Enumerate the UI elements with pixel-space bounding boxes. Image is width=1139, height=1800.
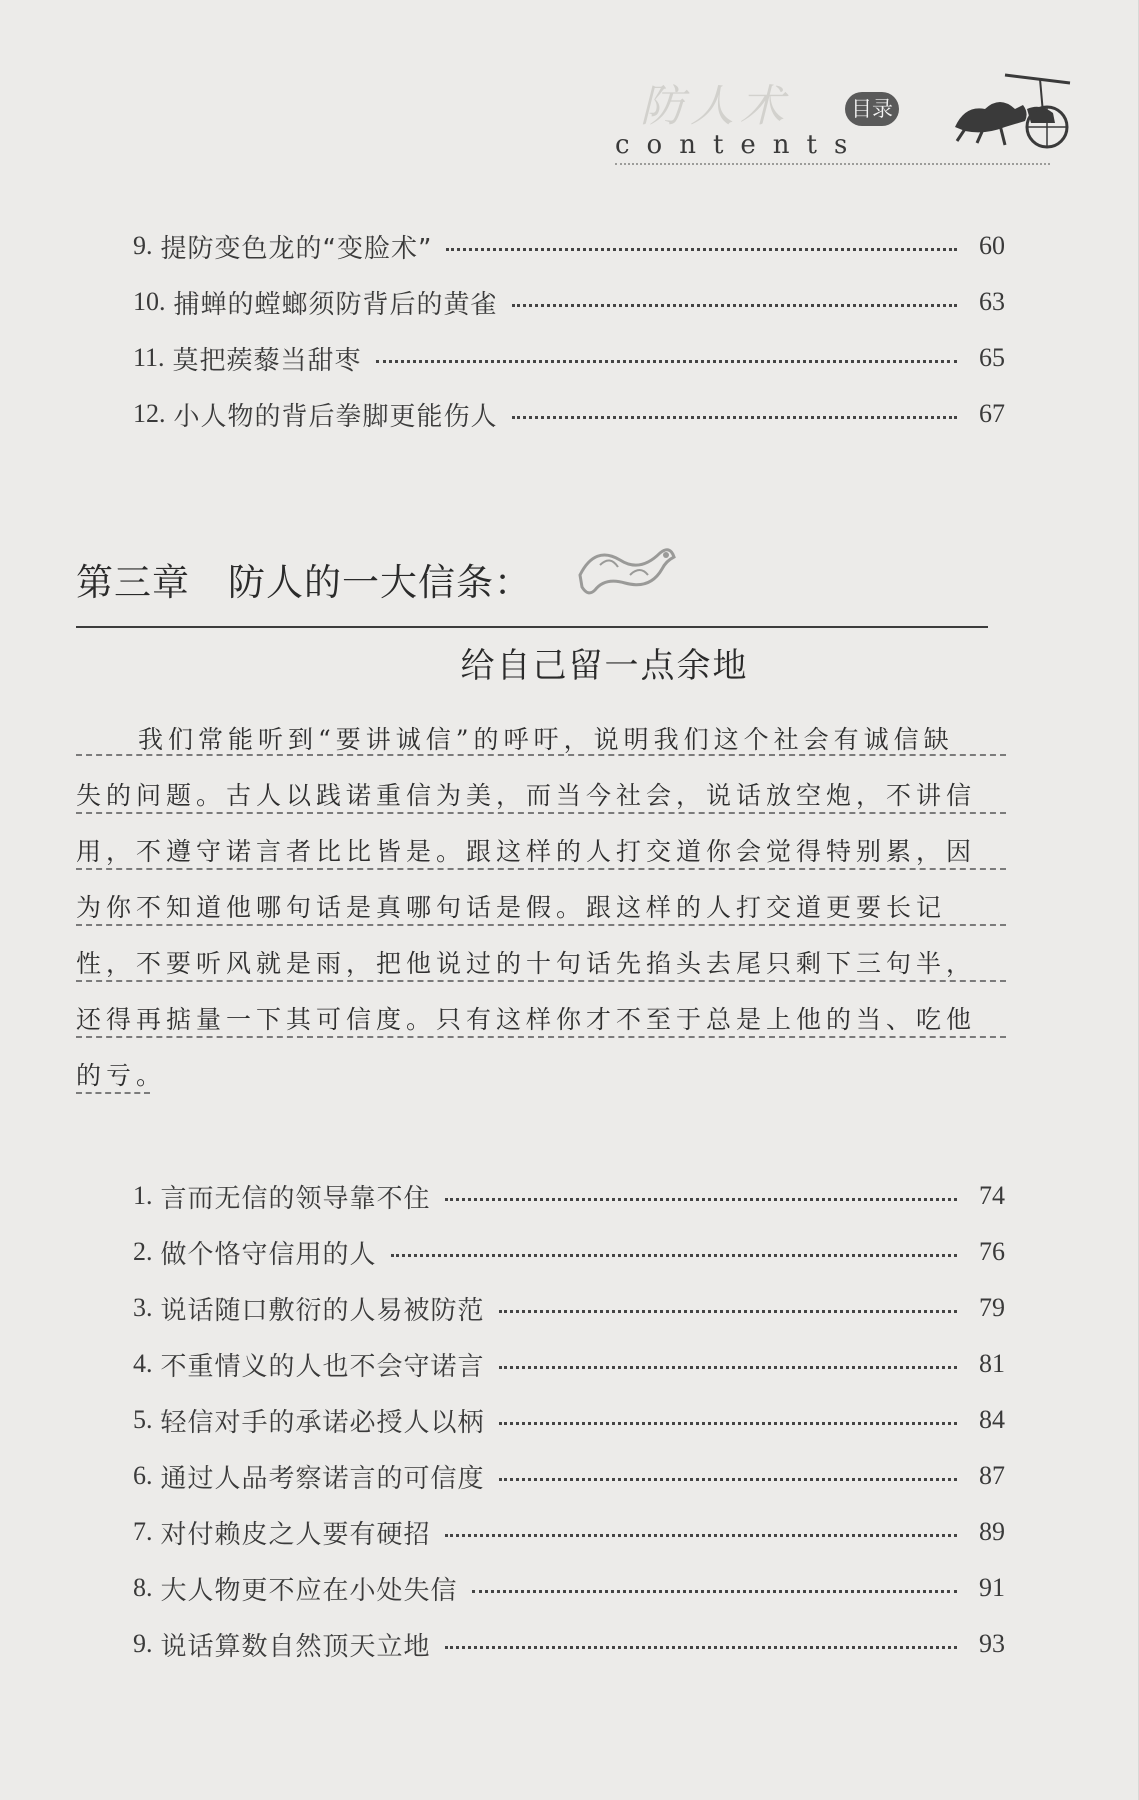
toc-entry[interactable] bbox=[133, 1288, 1005, 1328]
toc-leader bbox=[472, 1590, 957, 1593]
toc-title: 不重情义的人也不会守诺言 bbox=[160, 1351, 485, 1382]
dragon-ornament-icon bbox=[570, 535, 680, 605]
intro-line: 性，不要听风就是雨，把他说过的十句话先掐头去尾只剩下三句半， bbox=[76, 944, 1006, 982]
toc-entry[interactable] bbox=[133, 338, 1005, 378]
toc-page: 84 bbox=[979, 1405, 1005, 1434]
toc-number: 10. bbox=[133, 287, 166, 316]
toc-title: 大人物更不应在小处失信 bbox=[160, 1575, 458, 1606]
series-title: 防人术 bbox=[640, 81, 790, 132]
toc-page: 79 bbox=[979, 1293, 1005, 1322]
toc-title: 捕蝉的螳螂须防背后的黄雀 bbox=[173, 289, 498, 320]
toc-title: 通过人品考察诺言的可信度 bbox=[160, 1463, 485, 1494]
horse-chariot-icon bbox=[945, 65, 1075, 160]
toc-page: 67 bbox=[979, 399, 1005, 428]
toc-page: 65 bbox=[979, 343, 1005, 372]
toc-leader bbox=[512, 304, 957, 307]
toc-number: 4. bbox=[133, 1349, 153, 1378]
toc-page: 87 bbox=[979, 1461, 1005, 1490]
toc-page: 63 bbox=[979, 287, 1005, 316]
intro-line: 用，不遵守诺言者比比皆是。跟这样的人打交道你会觉得特别累，因 bbox=[76, 832, 1006, 870]
toc-entry[interactable] bbox=[133, 1568, 1005, 1608]
toc-number: 9. bbox=[133, 1629, 153, 1658]
toc-number: 8. bbox=[133, 1573, 153, 1602]
toc-page: 76 bbox=[979, 1237, 1005, 1266]
toc-title: 说话随口敷衍的人易被防范 bbox=[160, 1295, 485, 1326]
toc-leader bbox=[445, 1646, 957, 1649]
toc-number: 3. bbox=[133, 1293, 153, 1322]
toc-title: 做个恪守信用的人 bbox=[160, 1239, 377, 1270]
toc-entry[interactable] bbox=[133, 1176, 1005, 1216]
toc-number: 2. bbox=[133, 1237, 153, 1266]
toc-page: 74 bbox=[979, 1181, 1005, 1210]
toc-leader bbox=[499, 1310, 957, 1313]
intro-line: 的亏。 bbox=[76, 1056, 150, 1094]
chapter-heading: 第三章 防人的一大信条： bbox=[76, 561, 532, 604]
chapter-rule bbox=[76, 626, 988, 628]
chapter-subtitle: 给自己留一点余地 bbox=[460, 646, 749, 686]
toc-number: 7. bbox=[133, 1517, 153, 1546]
toc-title: 说话算数自然顶天立地 bbox=[160, 1631, 431, 1662]
toc-leader bbox=[445, 1534, 957, 1537]
toc-page: 81 bbox=[979, 1349, 1005, 1378]
toc-entry[interactable] bbox=[133, 282, 1005, 322]
toc-entry[interactable] bbox=[133, 1512, 1005, 1552]
toc-entry[interactable] bbox=[133, 1624, 1005, 1664]
toc-entry[interactable] bbox=[133, 1400, 1005, 1440]
toc-number: 1. bbox=[133, 1181, 153, 1210]
toc-number: 11. bbox=[133, 343, 165, 372]
toc-leader bbox=[391, 1254, 957, 1257]
toc-leader bbox=[376, 360, 957, 363]
header-rule bbox=[615, 163, 1050, 165]
toc-page: 93 bbox=[979, 1629, 1005, 1658]
toc-title: 小人物的背后拳脚更能伤人 bbox=[173, 401, 498, 432]
toc-entry[interactable] bbox=[133, 1232, 1005, 1272]
toc-entry[interactable] bbox=[133, 394, 1005, 434]
toc-entry[interactable] bbox=[133, 226, 1005, 266]
toc-number: 12. bbox=[133, 399, 166, 428]
intro-line: 还得再掂量一下其可信度。只有这样你才不至于总是上他的当、吃他 bbox=[76, 1000, 1006, 1038]
toc-leader bbox=[499, 1422, 957, 1425]
toc-page: 91 bbox=[979, 1573, 1005, 1602]
toc-entry[interactable] bbox=[133, 1456, 1005, 1496]
toc-title: 轻信对手的承诺必授人以柄 bbox=[160, 1407, 485, 1438]
toc-title: 莫把蒺藜当甜枣 bbox=[172, 345, 362, 376]
toc-title: 对付赖皮之人要有硬招 bbox=[160, 1519, 431, 1550]
toc-number: 6. bbox=[133, 1461, 153, 1490]
toc-entry[interactable] bbox=[133, 1344, 1005, 1384]
toc-leader bbox=[499, 1478, 957, 1481]
toc-title: 言而无信的领导靠不住 bbox=[160, 1183, 431, 1214]
toc-leader bbox=[499, 1366, 957, 1369]
contents-badge: 目录 bbox=[845, 92, 899, 126]
intro-line: 失的问题。古人以践诺重信为美，而当今社会，说话放空炮，不讲信 bbox=[76, 776, 1006, 814]
page-header bbox=[560, 60, 1100, 170]
toc-leader bbox=[446, 248, 957, 251]
toc-leader bbox=[445, 1198, 957, 1201]
toc-number: 9. bbox=[133, 231, 153, 260]
toc-number: 5. bbox=[133, 1405, 153, 1434]
toc-page: 60 bbox=[979, 231, 1005, 260]
intro-line: 我们常能听到“要讲诚信”的呼吁，说明我们这个社会有诚信缺 bbox=[76, 720, 1006, 756]
intro-line: 为你不知道他哪句话是真哪句话是假。跟这样的人打交道更要长记 bbox=[76, 888, 1006, 926]
contents-word: contents bbox=[615, 130, 865, 160]
toc-leader bbox=[512, 416, 957, 419]
toc-title: 提防变色龙的“变脸术” bbox=[160, 233, 433, 264]
toc-page: 89 bbox=[979, 1517, 1005, 1546]
